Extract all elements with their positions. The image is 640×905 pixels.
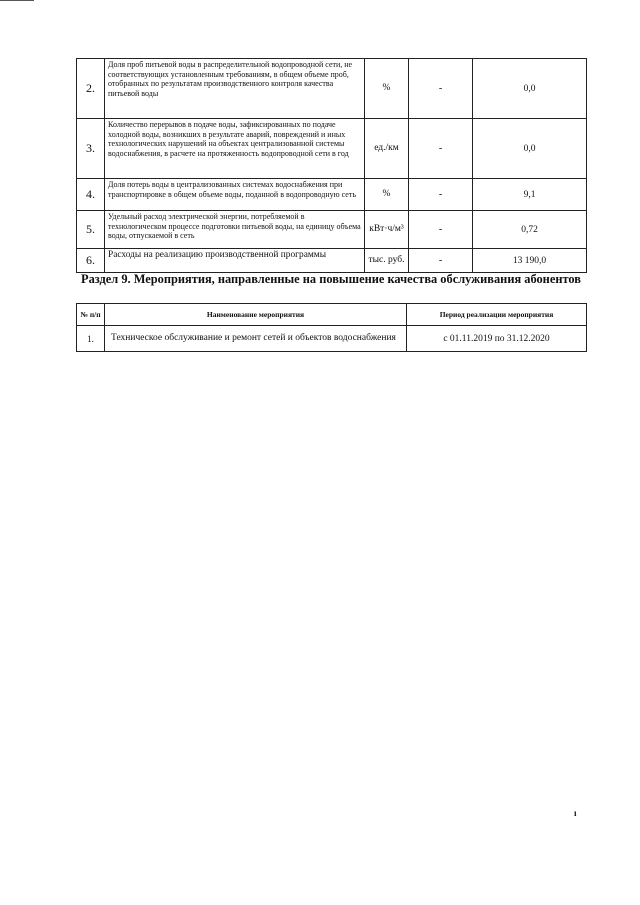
indicator-description: Доля потерь воды в централизованных системах водоснабжения при транспортировке в общем объеме воды, поданной в водопроводную сеть (105, 179, 365, 211)
activity-name: Техническое обслуживание и ремонт сетей и объектов водоснабжения (105, 326, 407, 352)
row-number: 5. (77, 211, 105, 249)
indicator-unit: кВт·ч/м³ (365, 211, 409, 249)
column-header-period: Период реализации мероприятия (407, 304, 587, 326)
row-number: 4. (77, 179, 105, 211)
section-title: Раздел 9. Мероприятия, направленные на повышение качества обслуживания абонентов (81, 272, 581, 286)
indicator-description: Количество перерывов в подаче воды, зафиксированных по подаче холодной воды, возникших в результате аварий, повреждений и иных технологических нарушений на объектах централизованной системы водоснабжения, в расчете на протяженность водопроводной сети в год (105, 119, 365, 179)
indicator-value: 13 190,0 (473, 249, 587, 273)
indicator-value: 0,0 (473, 119, 587, 179)
table-row (77, 179, 587, 211)
indicator-value: 0,72 (473, 211, 587, 249)
indicator-base-value: - (409, 59, 473, 119)
activities-table (76, 303, 587, 352)
table-row (77, 211, 587, 249)
row-number: 6. (77, 249, 105, 273)
table-row (77, 249, 587, 273)
indicator-unit: ед./км (365, 119, 409, 179)
table-row (77, 59, 587, 119)
row-number: 2. (77, 59, 105, 119)
row-number: 3. (77, 119, 105, 179)
activity-period: с 01.11.2019 по 31.12.2020 (407, 326, 587, 352)
indicator-unit: тыс. руб. (365, 249, 409, 273)
indicator-unit: % (365, 59, 409, 119)
indicator-description: Удельный расход электрической энергии, потребляемой в технологическом процессе подготовки питьевой воды, на единицу объема воды, отпускаемой в сеть (105, 211, 365, 249)
indicator-unit: % (365, 179, 409, 211)
indicators-table (76, 58, 587, 273)
column-header-name: Наименование мероприятия (105, 304, 407, 326)
row-number: 1. (77, 326, 105, 352)
table-row (77, 326, 587, 352)
column-header-number: № п/п (77, 304, 105, 326)
table-row (77, 119, 587, 179)
page-mark: ı (574, 808, 577, 818)
scan-corner-mark (0, 0, 34, 1)
indicator-base-value: - (409, 211, 473, 249)
indicator-base-value: - (409, 249, 473, 273)
indicator-base-value: - (409, 119, 473, 179)
indicator-description: Доля проб питьевой воды в распределительной водопроводной сети, не соответствующих установленным требованиям, в общем объеме проб, отобранных по результатам производственного контроля качества питьевой воды (105, 59, 365, 119)
indicator-base-value: - (409, 179, 473, 211)
indicator-value: 0,0 (473, 59, 587, 119)
table-header-row (77, 304, 587, 326)
indicator-description: Расходы на реализацию производственной программы (105, 249, 365, 273)
indicator-value: 9,1 (473, 179, 587, 211)
